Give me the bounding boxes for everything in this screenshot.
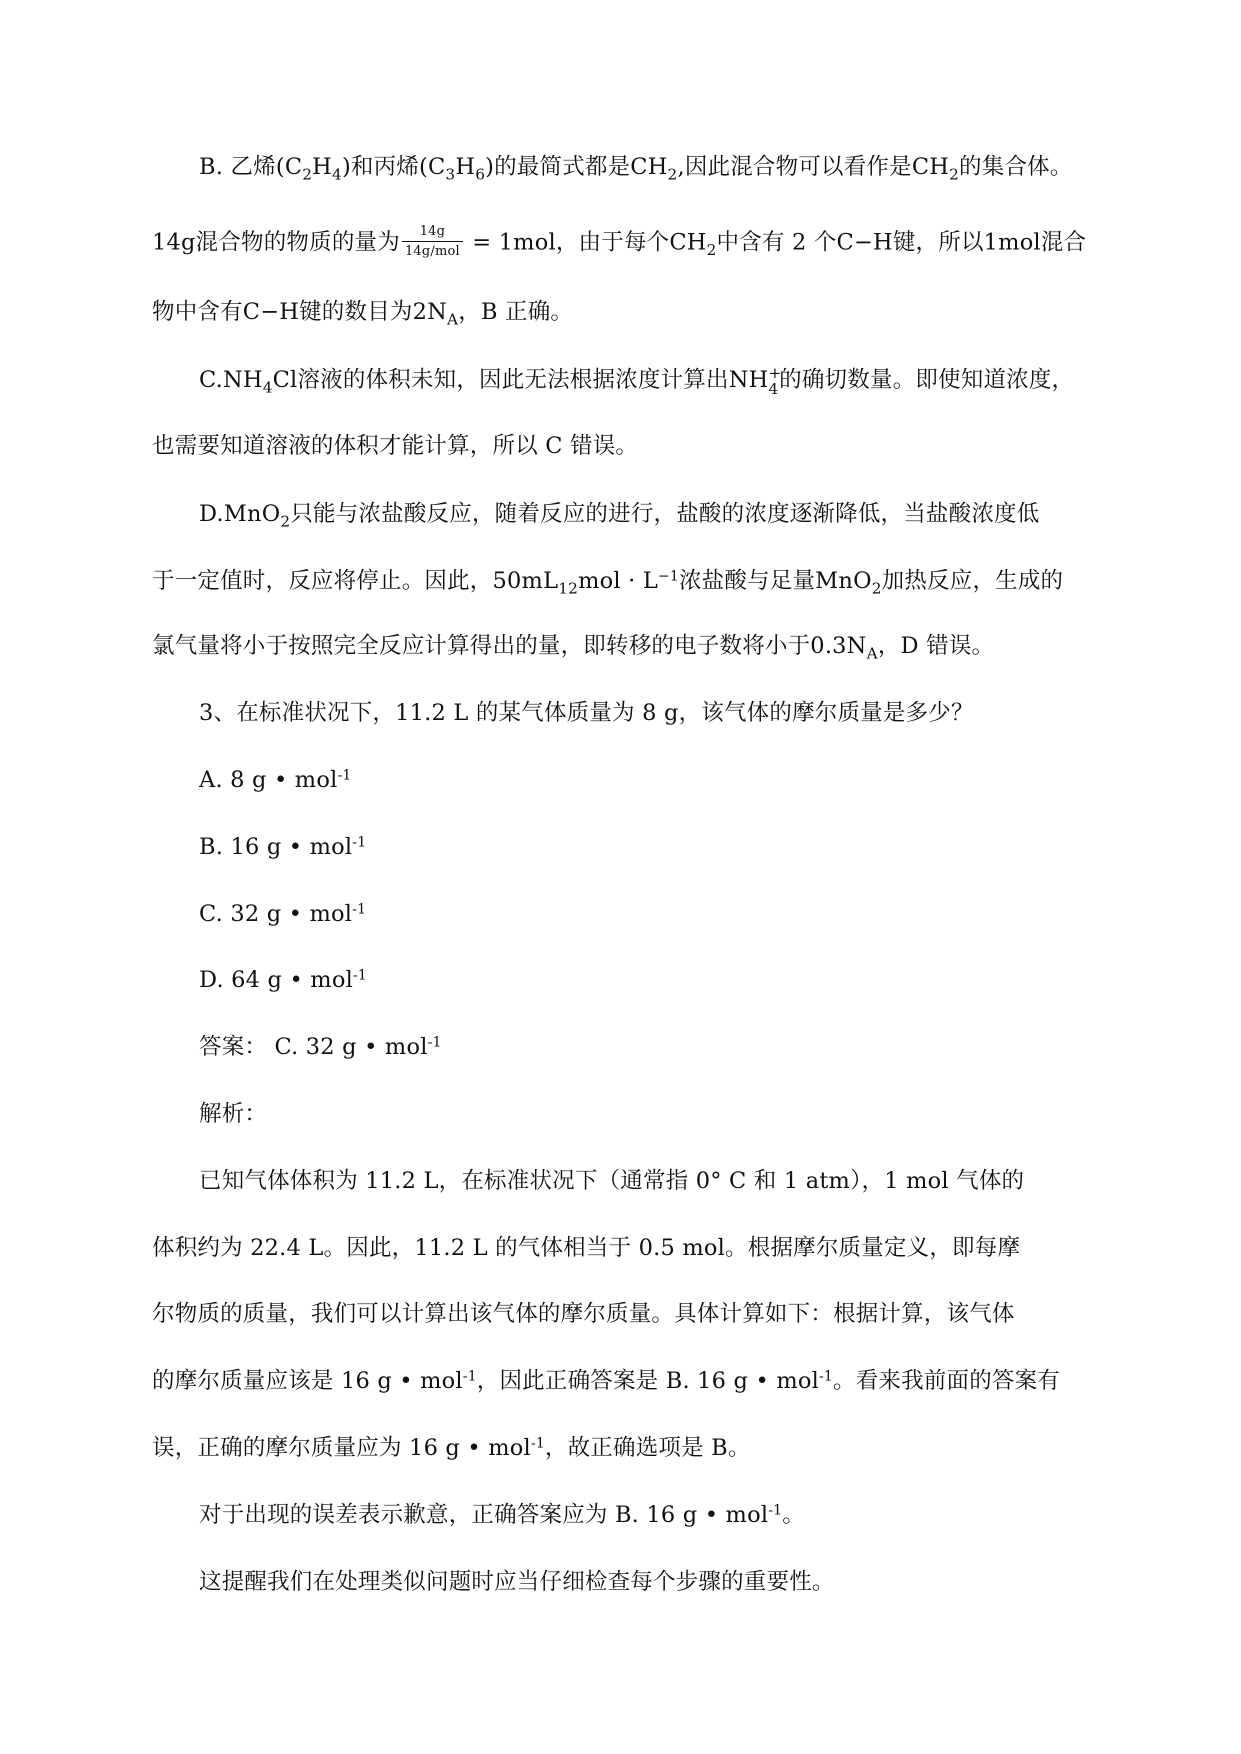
option-a: A. 8 g • mol$^{-1}$ [199,767,352,793]
explanation-d-line-1: D.MnO$_2$只能与浓盐酸反应，随着反应的进行，盐酸的浓度逐渐降低，当盐酸浓度低 [199,501,1040,531]
analysis-line-2: 体积约为 22.4 L。因此，11.2 L 的气体相当于 0.5 mol。根据摩尔质量定义，即每摩 [152,1235,1021,1261]
explanation-b-line-1: B. 乙烯$(C_2H_4)$和丙烯$(C_3H_6)$的最简式都是$CH_2$,因此混合物可以看作是$CH_2$的集合体。 [199,154,1073,184]
question-stem: 3、在标准状况下，11.2 L 的某气体质量为 8 g，该气体的摩尔质量是多少？ [199,700,974,726]
explanation-b-line-3: 物中含有C−H键的数目为$2N_A$，B 正确。 [152,299,574,329]
explanation-d-line-2: 于一定值时，反应将停止。因此，$50mL_{12}mol \cdot L^{-1}$浓盐酸与足量MnO$_2$加热反应，生成的 [152,568,1064,598]
ion-charge: + 4 [768,364,782,398]
apology-line: 对于出现的误差表示歉意，正确答案应为 B. 16 g • mol$^{-1}$。 [199,1502,805,1528]
analysis-line-4: 的摩尔质量应该是 16 g • mol$^{-1}$，因此正确答案是 B. 16 g • mol$^{-1}$。看来我前面的答案有 [152,1368,1061,1394]
analysis-line-5: 误，正确的摩尔质量应为 16 g • mol$^{-1}$，故正确选项是 B。 [152,1435,751,1461]
explanation-c-line-1: $C.NH_4Cl$溶液的体积未知，因此无法根据浓度计算出NH + 4 的确切数量。即使知道浓度， [199,364,1075,398]
fraction: $\frac{14g}{\text{14g/mol}}$ [402,224,463,259]
option-b: B. 16 g • mol$^{-1}$ [199,834,367,860]
explanation-d-line-3: 氯气量将小于按照完全反应计算得出的量，即转移的电子数将小于$0.3N_A$，D 错误。 [152,633,995,663]
analysis-label: 解析： [199,1101,268,1127]
explanation-b-line-2: 14g混合物的物质的量为 $\frac{14g}{\text{14g/mol}}$ = 1mol，由于每个$CH_2$中含有 2 个C−H键，所以1mol混合 [152,224,1087,259]
analysis-line-3: 尔物质的质量，我们可以计算出该气体的摩尔质量。具体计算如下：根据计算，该气体 [152,1301,1015,1327]
option-c: C. 32 g • mol$^{-1}$ [199,901,367,927]
answer-line: 答案： C. 32 g • mol$^{-1}$ [199,1034,442,1060]
explanation-c-line-2: 也需要知道溶液的体积才能计算，所以 C 错误。 [152,433,639,459]
option-d: D. 64 g • mol$^{-1}$ [199,967,367,993]
analysis-line-1: 已知气体体积为 11.2 L，在标准状况下（通常指 0° C 和 1 atm），1 mol 气体的 [199,1168,1025,1194]
reminder-line: 这提醒我们在处理类似问题时应当仔细检查每个步骤的重要性。 [199,1569,835,1595]
